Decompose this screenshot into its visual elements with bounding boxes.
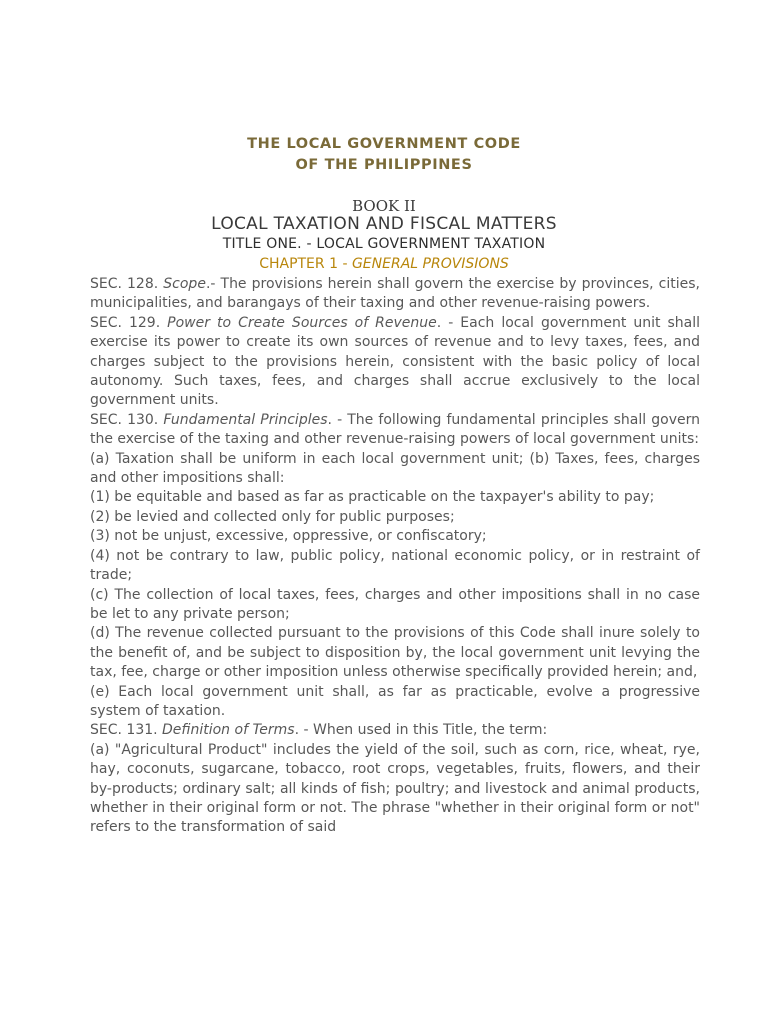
list-item-3: (3) not be unjust, excessive, oppressive, or confiscatory; [90, 528, 487, 545]
section-number: SEC. 128. [90, 276, 164, 292]
list-item-1: (1) be equitable and based as far as practicable on the taxpayer's ability to pay; [90, 489, 655, 506]
list-item-4: (4) not be contrary to law, public policy, national economic policy, or in restraint of trade; [90, 547, 700, 584]
paragraph-d: (d) The revenue collected pursuant to the provisions of this Code shall inure solely to the benefit of, and be subject to disposition by, the local government unit levying the tax, fee, charge or other imposition unless otherwise specifically provided herein; and, [90, 625, 700, 681]
paragraph-c: (c) The collection of local taxes, fees, charges and other impositions shall in no case be let to any private person; [90, 586, 700, 622]
section-number: SEC. 129. [90, 314, 168, 331]
definition-a: (a) "Agricultural Product" includes the yield of the soil, such as corn, rice, wheat, rye, hay, coconuts, sugarcane, tobacco, root crops, vegetables, fruits, flowers, and their by-products; ordinary salt; all kinds of fish; poultry; and livestock and animal products, whether in their original form or not. The phrase "whether in their original form or not" refers to the transformation of said [90, 741, 700, 836]
list-item-2: (2) be levied and collected only for public purposes; [90, 508, 455, 525]
document-body [90, 275, 700, 838]
title-heading: TITLE ONE. - LOCAL GOVERNMENT TAXATION [222, 236, 546, 252]
section-heading: LOCAL TAXATION AND FISCAL MATTERS [211, 214, 557, 234]
chapter-title: GENERAL PROVISIONS [351, 256, 509, 272]
document-title-line2: OF THE PHILIPPINES [295, 157, 473, 173]
section-title: Definition of Terms [162, 722, 295, 739]
section-number: SEC. 131. [90, 722, 163, 739]
section-title: Power to Create Sources of Revenue [167, 314, 437, 331]
document-title-line1: THE LOCAL GOVERNMENT CODE [247, 136, 521, 152]
section-text: .- The provisions herein shall govern the exercise by provinces, cities, municipalities, and barangays of their taxing and other revenue-raising powers. [90, 276, 701, 312]
paragraph-a-b: (a) Taxation shall be uniform in each local government unit; (b) Taxes, fees, charges and other impositions shall: [90, 450, 700, 487]
section-text: . - The following fundamental principles shall govern the exercise of the taxing and other revenue-raising powers of local government units: [90, 411, 700, 448]
section-131 [90, 721, 700, 740]
chapter-heading [0, 256, 768, 272]
section-title: Scope [163, 276, 206, 292]
section-130 [90, 411, 700, 450]
section-title: Fundamental Principles [163, 411, 328, 428]
section-128 [90, 275, 700, 314]
section-number: SEC. 130. [90, 411, 164, 428]
paragraph-e: (e) Each local government unit shall, as far as practicable, evolve a progressive system of taxation. [90, 683, 700, 719]
book-label: BOOK II [352, 197, 416, 215]
section-text: . - When used in this Title, the term: [294, 722, 548, 739]
section-text: . - Each local government unit shall exercise its power to create its own sources of revenue and to levy taxes, fees, and charges subject to the provisions herein, consistent with the basic policy of local autonomy. Such taxes, fees, and charges shall accrue exclusively to the local government units. [90, 314, 700, 409]
section-129 [90, 314, 700, 411]
chapter-label: CHAPTER 1 - [259, 256, 352, 272]
